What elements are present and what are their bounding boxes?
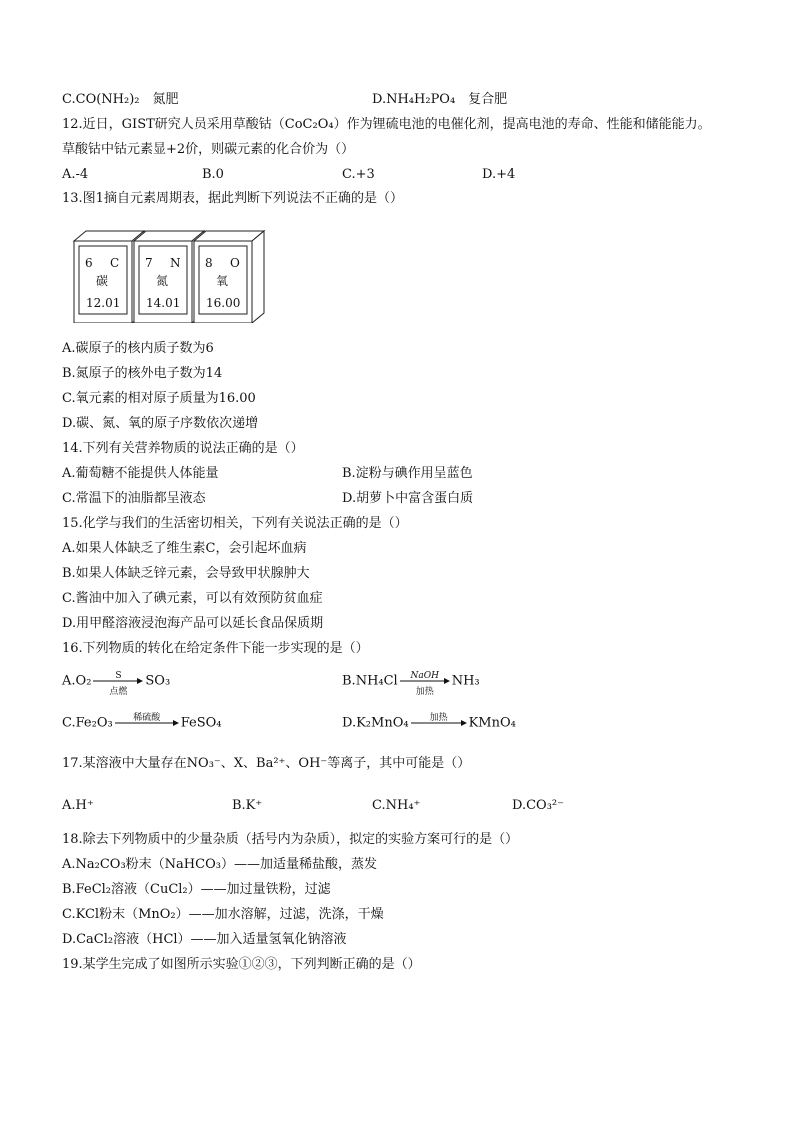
- q17-option-a: A.H⁺: [62, 798, 94, 813]
- q15-option-b: B.如果人体缺乏锌元素，会导致甲状腺肿大: [62, 566, 310, 581]
- tile-n-symbol: N: [170, 256, 181, 270]
- tile-n-number: 7: [145, 256, 153, 270]
- q18-stem: 18.除去下列物质中的少量杂质（括号内为杂质），拟定的实验方案可行的是（）: [62, 832, 519, 847]
- q16-a-condition-top: S: [115, 671, 122, 681]
- q15-option-d: D.用甲醛溶液浸泡海产品可以延长食品保质期: [62, 616, 324, 631]
- q18-option-b: B.FeCl₂溶液（CuCl₂）——加过量铁粉，过滤: [62, 882, 331, 897]
- q16-option-b: [342, 671, 480, 697]
- q16-b-condition-bottom: 加热: [415, 687, 434, 697]
- tile-c-symbol: C: [110, 256, 120, 270]
- tile-o-mass: 16.00: [206, 296, 241, 310]
- q18-option-c: C.KCl粉末（MnO₂）——加水溶解，过滤，洗涤，干燥: [62, 907, 384, 922]
- q14-option-d: D.胡萝卜中富含蛋白质: [342, 491, 474, 506]
- q17-stem: 17.某溶液中大量存在NO₃⁻、X、Ba²⁺、OH⁻等离子，其中可能是（）: [62, 756, 471, 771]
- q16-d-product: KMnO₄: [468, 715, 516, 731]
- tile-c-mass: 12.01: [86, 296, 121, 310]
- q16-c-product: FeSO₄: [180, 715, 222, 731]
- q16-c-condition-top: 稀硫酸: [133, 713, 161, 723]
- tile-n-mass: 14.01: [146, 296, 181, 310]
- q18-option-a: A.Na₂CO₃粉末（NaHCO₃）——加适量稀盐酸，蒸发: [62, 857, 377, 872]
- reaction-arrow: [115, 714, 179, 732]
- q17-option-b: B.K⁺: [232, 798, 263, 813]
- q19-stem: 19.某学生完成了如图所示实验①②③，下列判断正确的是（）: [62, 957, 421, 972]
- tile-n-name: 氮: [156, 274, 169, 288]
- q16-b-label: B.: [342, 673, 356, 689]
- q12-stem-line2: 草酸钴中钴元素显+2价，则碳元素的化合价为（）: [62, 142, 355, 157]
- tile-c-name: 碳: [96, 274, 109, 288]
- q11-option-c: C.CO(NH₂)₂ 氮肥: [62, 92, 179, 107]
- q14-option-c: C.常温下的油脂都呈液态: [62, 491, 206, 506]
- q13-option-d: D.碳、氮、氧的原子序数依次递增: [62, 416, 259, 431]
- q14-option-b: B.淀粉与碘作用呈蓝色: [342, 466, 473, 481]
- q16-d-label: D.: [342, 715, 357, 731]
- q13-option-c: C.氧元素的相对原子质量为16.00: [62, 391, 256, 406]
- q12-option-b: B.0: [202, 167, 224, 182]
- q18-option-d: D.CaCl₂溶液（HCl）——加入适量氢氧化钠溶液: [62, 932, 347, 947]
- periodic-table-figure: [72, 227, 272, 323]
- q16-option-c: [62, 714, 222, 733]
- q16-c-label: C.: [62, 715, 76, 731]
- q13-option-a: A.碳原子的核内质子数为6: [62, 341, 214, 356]
- q12-option-d: D.+4: [482, 167, 516, 182]
- q12-option-a: A.-4: [62, 167, 89, 182]
- tile-o-symbol: O: [230, 256, 240, 270]
- q16-c-reactant: Fe₂O₃: [75, 715, 113, 731]
- q16-d-reactant: K₂MnO₄: [356, 715, 409, 731]
- tile-o-number: 8: [205, 256, 213, 270]
- q13-option-b: B.氮原子的核外电子数为14: [62, 366, 223, 381]
- tile-c-number: 6: [85, 256, 93, 270]
- q16-option-d: [342, 714, 516, 733]
- q16-a-label: A.: [62, 673, 76, 689]
- q16-a-reactant: O₂: [75, 673, 92, 689]
- tile-o-name: 氧: [216, 274, 229, 288]
- q11-option-d: D.NH₄H₂PO₄ 复合肥: [372, 92, 508, 107]
- q13-stem: 13.图1摘自元素周期表，据此判断下列说法不正确的是（）: [62, 191, 403, 206]
- reaction-arrow: [411, 714, 467, 732]
- q15-stem: 15.化学与我们的生活密切相关，下列有关说法正确的是（）: [62, 516, 408, 531]
- q16-d-condition-top: 加热: [429, 713, 448, 723]
- q17-option-c: C.NH₄⁺: [372, 798, 421, 813]
- q16-b-condition-top: NaOH: [410, 671, 439, 681]
- q16-b-product: NH₃: [451, 673, 480, 689]
- q16-b-reactant: NH₄Cl: [355, 673, 398, 689]
- q16-stem: 16.下列物质的转化在给定条件下能一步实现的是（）: [62, 641, 369, 656]
- q14-stem: 14.下列有关营养物质的说法正确的是（）: [62, 441, 304, 456]
- q16-option-a: [62, 671, 171, 697]
- q14-option-a: A.葡萄糖不能提供人体能量: [62, 466, 219, 481]
- reaction-arrow: [400, 671, 450, 697]
- q12-stem-line1: 12.近日，GIST研究人员采用草酸钴（CoC₂O₄）作为锂硫电池的电催化剂，提高电池的寿命、性能和储能能力。: [62, 117, 711, 132]
- q15-option-a: A.如果人体缺乏了维生素C，会引起坏血病: [62, 541, 307, 556]
- q15-option-c: C.酱油中加入了碘元素，可以有效预防贫血症: [62, 591, 323, 606]
- q16-a-product: SO₃: [145, 673, 171, 689]
- q17-option-d: D.CO₃²⁻: [512, 798, 564, 813]
- reaction-arrow: [93, 671, 143, 697]
- q12-option-c: C.+3: [342, 167, 375, 182]
- q16-a-condition-bottom: 点燃: [109, 687, 128, 697]
